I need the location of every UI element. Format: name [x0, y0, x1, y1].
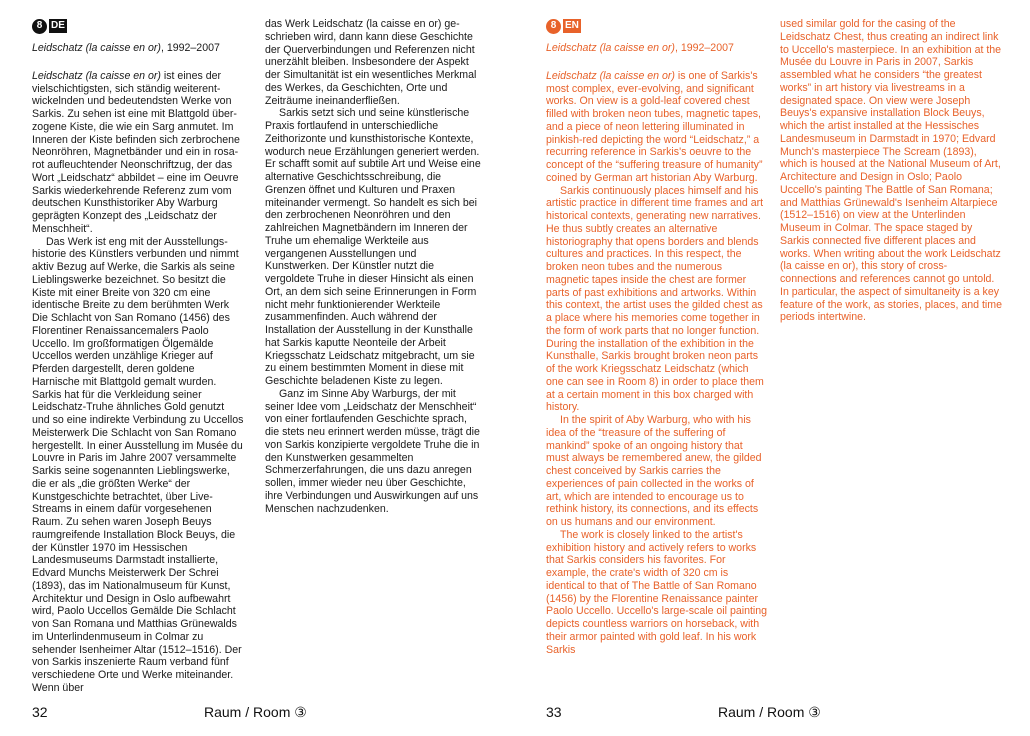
work-subtitle — [546, 42, 768, 55]
work-title: Leidschatz (la caisse en or) — [32, 42, 161, 54]
paragraph: The work is closely linked to the artist's exhibition history and actively refers to works that Sarkis considers his favorites. For example, the crate's width of 320 cm is identical to that of The Battle of San Romano (1456) by the Florentine Renaissance painter Paolo Uccello. Uccello's large-scale oil painting depicts countless warriors on horseback, with their armor painted with gold leaf. In his work Sarkis — [546, 528, 768, 656]
work-years: , 1992–2007 — [674, 42, 734, 54]
language-badge: DE — [49, 19, 67, 33]
left-column-1 — [32, 18, 244, 695]
work-title-inline: Leidschatz (la caisse en or) — [546, 69, 675, 82]
work-title-inline: Leidschatz (la caisse en or) — [32, 69, 161, 82]
right-column-2 — [780, 18, 1002, 324]
right-column-1 — [546, 18, 768, 656]
right-page — [515, 0, 1030, 736]
work-subtitle — [32, 42, 244, 55]
paragraph: Sarkis continuously places himself and his artistic practice in different time frames and art historical contexts, generating new narratives. He thus subtly creates an alternative historiography that opens borders and blends cultures and practices. In this respect, the broken neon tubes and the numerous magnetic tapes inside the chest are former parts of past exhibitions and artworks. Within this context, the artist uses the gilded chest as a place where his memories come together in the form of work parts that no longer function. During the installation of the exhibition in the Kunsthalle, Sarkis brought broken neon parts of the work Kriegsschatz Leidschatz (which one can see in Room 8) in order to place them at a certain moment in this box charged with history. — [546, 184, 764, 414]
page-number: 32 — [32, 704, 48, 720]
paragraph — [546, 70, 768, 185]
paragraph: used similar gold for the casing of the Leidschatz Chest, thus creating an indirect link to Uccello's masterpiece. In an exhibition at the Musée du Louvre in Paris in 2007, Sarkis assembled what he considers “the greatest works” in art history via livestreams in a designated space. On view were Joseph Beuys's expansive installation Block Beuys, which the artist installed at the Hessisches Landesmuseum in Darmstadt in 1970; Edvard Munch's masterpiece The Scream (1893), which is housed at the National Museum of Art, Architecture and Design in Oslo; Paolo Uccello's painting The Battle of San Romana; and Matthias Grünewald's Isenheim Altarpiece (1512–1516) on view at the Unterlinden Museum in Colmar. The space staged by Sarkis connected five different places and works. When writing about the work Leidschatz (la caisse en or), this story of cross-connections and references cannot go untold. In particular, the aspect of simultaneity is a key feature of the work, as stories, places, and time periods intertwine. — [780, 18, 1002, 324]
paragraph — [32, 70, 244, 236]
room-marker-de — [32, 18, 244, 34]
work-years: , 1992–2007 — [160, 42, 220, 54]
language-badge: EN — [563, 19, 581, 33]
room-number-badge: 8 — [546, 19, 561, 34]
paragraph: Sarkis setzt sich und seine künstlerische Praxis fortlaufend in unterschiedliche Zeithorizonte und kunsthistorische Kontexte, wodurch neue Erzählungen generiert werden. Er schafft somit auf subtile Art und Weise eine alternative Geschichtsschreibung, die Grenzen öffnet und Kulturen und Praxen miteinander vermengt. So handelt es sich bei den zerbrochenen Neonröhren und den zahlreichen Magnetbändern im Inneren der Truhe um ehemalige Werkteile aus vergangenen Ausstellungen und Kunstwerken. Der Künstler nutzt die vergoldete Truhe in dieser Hinsicht als einen Ort, an dem sich seine Erinnerungen in Form nicht mehr funktionierender Werkteile zusammenfinden. Auch während der Installation der Ausstellung in der Kunsthalle hat Sarkis kaputte Neonteile der Arbeit Kriegsschatz Leidschatz mitgebracht, um sie zu einem bestimmten Moment in diese mit Geschichte beladenen Kiste zu legen. — [265, 107, 481, 387]
paragraph: das Werk Leidschatz (la caisse en or) geschrieben wird, dann kann diese Geschichte der Querverbindungen und Referenzen nicht unerzählt bleiben. Insbesondere der Aspekt der Simultanität ist ein wesentliches Merkmal des Werkes, da Geschichten, Orte und Zeiträume ineinanderfließen. — [265, 18, 477, 107]
paragraph-text: ist eines der vielschichtigsten, sich ständig weiterentwickelnden und bedeutendsten Werke von Sarkis. Zu sehen ist eine mit Blattgold überzogene Kiste, die wie ein Sarg anmutet. Im Inneren der Kiste befinden sich zerbrochene Neonröhren, Magnetbänder und ein in rosarot aufleuchtender Neonschriftzug, der das Wort „Leidschatz“ abbildet – eine im Oeuvre Sarkis wiederkehrende Referenz zum vom deutschen Kunsthistoriker Aby Warburg geprägten Konzept des „Leidschatz der Menschheit“. — [32, 69, 240, 235]
paragraph-text: is one of Sarkis's most complex, ever-evolving, and significant works. On view is a gold-leaf covered chest filled with broken neon tubes, magnetic tapes, and a piece of neon lettering illuminated in pinkish-red depicting the word “Leidschatz,” a recurring reference in Sarkis's oeuvre to the concept of the “suffering treasure of humanity” coined by German art historian Aby Warburg. — [546, 69, 763, 184]
page-number: 33 — [546, 704, 562, 720]
room-marker-en — [546, 18, 768, 34]
paragraph: In the spirit of Aby Warburg, who with his idea of the “treasure of the suffering of mankind” spoke of an ongoing history that must always be remembered anew, the gilded chest conceived by Sarkis carries the experiences of pain collected in the works of art, which are intended to encourage us to rethink history, its connections, and its effects on us humans and our environment. — [546, 414, 762, 528]
left-column-2 — [265, 18, 483, 515]
paragraph: Ganz im Sinne Aby Warburgs, der mit seiner Idee vom „Leidschatz der Menschheit“ von einer fortlaufenden Geschichte sprach, die stets neu erinnert werden müsse, trägt die von Sarkis konzipierte vergoldete Truhe die in den Kunstwerken gesammelten Schmerzerfahrungen, die uns dazu anregen sollen, immer wieder neu über Geschichte, ihre Verbindungen und Auswirkungen auf uns Menschen nachzudenken. — [265, 387, 480, 515]
work-title: Leidschatz (la caisse en or) — [546, 42, 675, 54]
room-number-badge: 8 — [32, 19, 47, 34]
running-footer: Raum / Room ③ — [204, 704, 307, 720]
paragraph: Das Werk ist eng mit der Ausstellungshistorie des Künstlers verbunden und nimmt aktiv Bezug auf Werke, die Sarkis als seine Lieblingswerke bezeichnet. So besitzt die Kiste mit einer Breite von 320 cm eine identische Breite zu dem berühmten Werk Die Schlacht von San Romano (1456) des Florentiner Renaissancemalers Paolo Uccello. Im großformatigen Ölgemälde Uccellos werden unzählige Krieger auf Pferden dargestellt, deren goldene Harnische mit Blattgold gemalt wurden. Sarkis hat für die Verkleidung seiner Leidschatz-Truhe ähnliches Gold genutzt und so eine indirekte Verbindung zu Uccellos Meisterwerk Die Schlacht von San Romano hergestellt. In einer Ausstellung im Musée du Louvre in Paris im Jahre 2007 versammelte Sarkis seine sogenannten Lieblingswerke, die er als „die größten Werke“ der Kunstgeschichte betrachtet, über Live-Streams in einem dafür vorgesehenen Raum. Zu sehen waren Joseph Beuys raumgreifende Installation Block Beuys, die der Künstler 1970 im Hessischen Landesmuseums Darmstadt installierte, Edvard Munchs Meisterwerk Der Schrei (1893), das im Nationalmuseum für Kunst, Architektur und Design in Oslo aufbewahrt wird, Paolo Uccellos Gemälde Die Schlacht von San Romana und Matthias Grünewalds im Unterlindenmuseum in Colmar zu sehender Isenheimer Altar (1512–1516). Der von Sarkis inszenierte Raum verband fünf verschiedene Orte und Werke miteinander. Wenn über — [32, 235, 244, 694]
running-footer: Raum / Room ③ — [718, 704, 821, 720]
